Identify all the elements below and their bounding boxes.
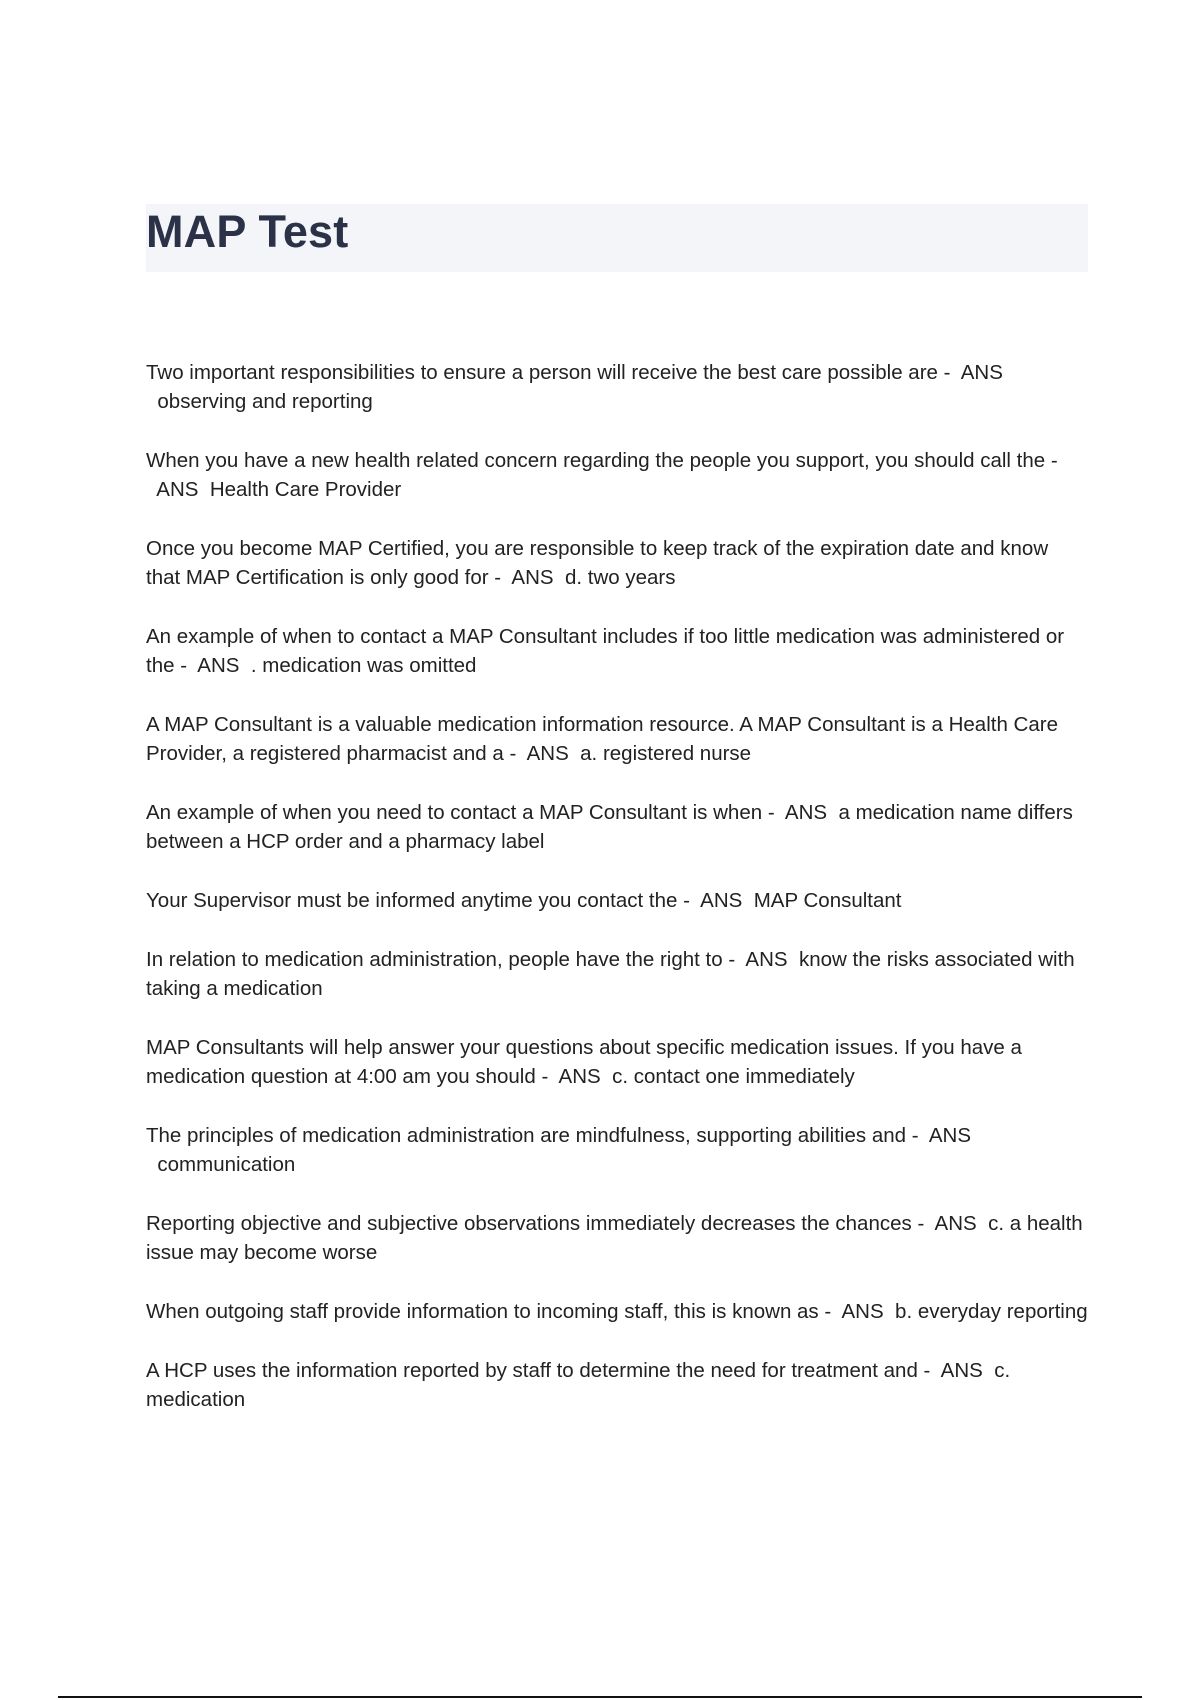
question-text: When outgoing staff provide information to incoming staff, this is known as - bbox=[146, 1300, 832, 1323]
question-text: When you have a new health related concern regarding the people you support, you should call the - bbox=[146, 449, 1058, 472]
question-text: A MAP Consultant is a valuable medication information resource. A MAP Consultant is a Health Care Provider, a registered pharmacist and a - bbox=[146, 713, 1058, 765]
question-text: The principles of medication administration are mindfulness, supporting abilities and - bbox=[146, 1124, 919, 1147]
answer-marker: ANS bbox=[197, 654, 240, 677]
answer-marker: ANS bbox=[745, 948, 788, 971]
qa-item bbox=[146, 622, 1088, 680]
answer-marker: ANS bbox=[940, 1359, 983, 1382]
qa-item bbox=[146, 1033, 1088, 1091]
answer-text: MAP Consultant bbox=[753, 889, 902, 912]
answer-text: know the risks associated with taking a medication bbox=[146, 948, 1075, 1000]
qa-item bbox=[146, 358, 1088, 416]
question-text: MAP Consultants will help answer your questions about specific medication issues. If you have a medication question at 4:00 am you should - bbox=[146, 1036, 1022, 1088]
question-text: In relation to medication administration, people have the right to - bbox=[146, 948, 736, 971]
title-banner bbox=[146, 204, 1088, 272]
answer-marker: ANS bbox=[526, 742, 569, 765]
page-title: MAP Test bbox=[146, 206, 349, 257]
question-text: Once you become MAP Certified, you are responsible to keep track of the expiration date and know that MAP Certification is only good for - bbox=[146, 537, 1049, 589]
answer-text: communication bbox=[157, 1153, 296, 1176]
answer-text: c. contact one immediately bbox=[612, 1065, 855, 1088]
question-text: Two important responsibilities to ensure a person will receive the best care possible are - bbox=[146, 361, 951, 384]
answer-marker: ANS bbox=[934, 1212, 977, 1235]
qa-item bbox=[146, 710, 1088, 768]
question-text: Reporting objective and subjective observations immediately decreases the chances - bbox=[146, 1212, 925, 1235]
answer-text: c. medication bbox=[146, 1359, 1011, 1411]
qa-item bbox=[146, 1297, 1088, 1326]
answer-marker: ANS bbox=[928, 1124, 971, 1147]
question-text: An example of when you need to contact a MAP Consultant is when - bbox=[146, 801, 775, 824]
qa-item bbox=[146, 1209, 1088, 1267]
answer-marker: ANS bbox=[960, 361, 1003, 384]
footer-divider bbox=[58, 1696, 1142, 1698]
question-text: A HCP uses the information reported by staff to determine the need for treatment and - bbox=[146, 1359, 931, 1382]
answer-marker: ANS bbox=[156, 478, 199, 501]
qa-item bbox=[146, 798, 1088, 856]
question-text: Your Supervisor must be informed anytime you contact the - bbox=[146, 889, 690, 912]
answer-marker: ANS bbox=[700, 889, 743, 912]
qa-item bbox=[146, 945, 1088, 1003]
answer-marker: ANS bbox=[841, 1300, 884, 1323]
answer-marker: ANS bbox=[511, 566, 554, 589]
answer-text: . medication was omitted bbox=[250, 654, 477, 677]
qa-item bbox=[146, 534, 1088, 592]
answer-text: observing and reporting bbox=[157, 390, 373, 413]
question-text: An example of when to contact a MAP Consultant includes if too little medication was administered or the - bbox=[146, 625, 1065, 677]
answer-marker: ANS bbox=[558, 1065, 601, 1088]
qa-item bbox=[146, 886, 1088, 915]
answer-text: d. two years bbox=[564, 566, 676, 589]
answer-text: a. registered nurse bbox=[580, 742, 752, 765]
qa-list bbox=[146, 358, 1088, 1444]
answer-marker: ANS bbox=[784, 801, 828, 824]
answer-text: Health Care Provider bbox=[209, 478, 402, 501]
qa-item bbox=[146, 446, 1088, 504]
qa-item bbox=[146, 1356, 1088, 1414]
answer-text: b. everyday reporting bbox=[895, 1300, 1088, 1323]
answer-text: a medication name differs between a HCP order and a pharmacy label bbox=[146, 801, 1073, 853]
qa-item bbox=[146, 1121, 1088, 1179]
answer-text: c. a health issue may become worse bbox=[146, 1212, 1083, 1264]
